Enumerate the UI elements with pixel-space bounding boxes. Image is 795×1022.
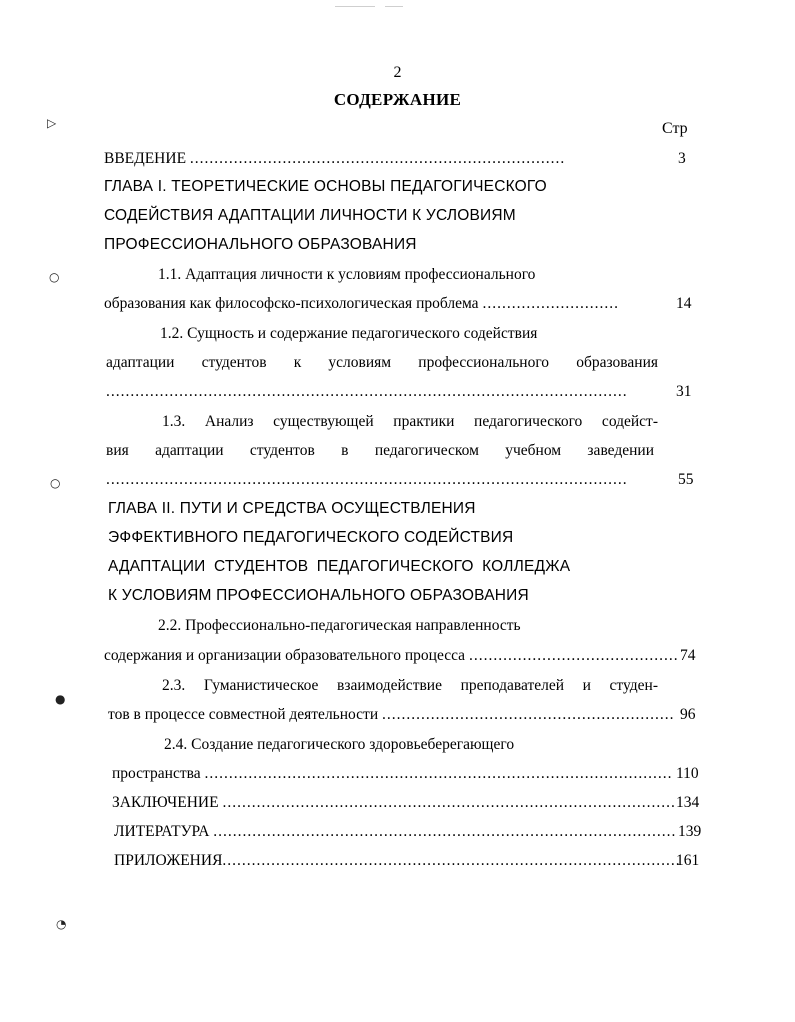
toc-section-line: содержания и организации образовательного процесса xyxy=(104,647,466,664)
toc-section-line: пространства xyxy=(112,765,201,782)
binder-hole-mark: ▷ xyxy=(47,116,57,130)
toc-leader-dots: ................................................................................................ xyxy=(204,765,673,782)
toc-entry-label: ВВЕДЕНИЕ xyxy=(104,150,187,167)
toc-page-number: 161 xyxy=(676,852,700,869)
page-column-header: Стр xyxy=(662,120,688,137)
toc-leader-dots: ............................ xyxy=(482,295,619,312)
toc-page-number: 55 xyxy=(678,471,694,488)
toc-entry-conclusion xyxy=(112,794,676,812)
toc-section-line: 2.2. Профессионально-педагогическая направленность xyxy=(158,617,521,634)
toc-entry-intro xyxy=(104,150,630,168)
toc-leader-dots: ............................................................ xyxy=(382,706,675,723)
binder-hole-mark: ◔ xyxy=(56,917,67,931)
chapter-heading-line: АДАПТАЦИИ СТУДЕНТОВ ПЕДАГОГИЧЕСКОГО КОЛЛЕДЖА xyxy=(108,558,571,575)
toc-leader-dots: ........................................................................................................... xyxy=(106,471,628,488)
chapter-heading-line: ПРОФЕССИОНАЛЬНОГО ОБРАЗОВАНИЯ xyxy=(104,236,417,253)
toc-section-line: 1.2. Сущность и содержание педагогического содействия xyxy=(160,325,538,342)
toc-leader-dots: ............................................................................................... xyxy=(213,823,677,840)
toc-leader-dots: ............................................................................................. xyxy=(222,794,676,811)
toc-leader-dots: ............................................................................. xyxy=(189,150,566,167)
toc-entry-label: ЛИТЕРАТУРА xyxy=(114,823,210,840)
toc-page-number: 31 xyxy=(676,383,692,400)
chapter-heading-line: ГЛАВА I. ТЕОРЕТИЧЕСКИЕ ОСНОВЫ ПЕДАГОГИЧЕСКОГО xyxy=(104,178,547,195)
toc-entry-2-3 xyxy=(108,706,675,724)
toc-page-number: 3 xyxy=(678,150,686,167)
toc-leader-dots: ........................................................................................................... xyxy=(106,383,628,400)
toc-entry-appendix xyxy=(114,852,681,870)
toc-page-number: 110 xyxy=(676,765,699,782)
chapter-heading-line: СОДЕЙСТВИЯ АДАПТАЦИИ ЛИЧНОСТИ К УСЛОВИЯМ xyxy=(104,207,516,224)
binder-hole-mark: ● xyxy=(55,692,66,706)
toc-section-line: 2.4. Создание педагогического здоровьеберегающего xyxy=(164,736,515,753)
toc-section-line: 1.3. Анализ существующей практики педагогического содейст- xyxy=(162,413,658,430)
toc-entry-literature xyxy=(114,823,677,841)
toc-page-number: 14 xyxy=(676,295,692,312)
toc-entry-2-4 xyxy=(112,765,673,783)
toc-entry-1-3 xyxy=(106,471,654,489)
toc-page-number: 134 xyxy=(676,794,700,811)
chapter-heading-line: ГЛАВА II. ПУТИ И СРЕДСТВА ОСУЩЕСТВЛЕНИЯ xyxy=(108,500,476,517)
scan-artifact-line xyxy=(385,6,403,7)
page-title: СОДЕРЖАНИЕ xyxy=(333,90,462,109)
binder-hole-mark: ○ xyxy=(50,476,61,490)
toc-section-line: тов в процессе совместной деятельности xyxy=(108,706,379,723)
page-number: 2 xyxy=(393,64,402,81)
toc-section-line: вия адаптации студентов в педагогическом учебном заведении xyxy=(106,442,654,459)
toc-leader-dots: .............................................................................................. xyxy=(222,852,681,869)
chapter-heading-line: К УСЛОВИЯМ ПРОФЕССИОНАЛЬНОГО ОБРАЗОВАНИЯ xyxy=(108,587,529,604)
toc-section-line: образования как философско-психологическая проблема xyxy=(104,295,479,312)
scan-artifact-line xyxy=(335,6,375,7)
binder-hole-mark: ○ xyxy=(49,270,60,284)
toc-page-number: 139 xyxy=(678,823,702,840)
toc-entry-label: ПРИЛОЖЕНИЯ xyxy=(114,852,223,869)
toc-section-line: адаптации студентов к условиям профессионального образования xyxy=(106,354,658,371)
chapter-heading-line: ЭФФЕКТИВНОГО ПЕДАГОГИЧЕСКОГО СОДЕЙСТВИЯ xyxy=(108,529,514,546)
toc-entry-1-2 xyxy=(106,383,654,401)
toc-page-number: 96 xyxy=(680,706,696,723)
toc-leader-dots: ........................................... xyxy=(468,647,679,664)
toc-page-number: 74 xyxy=(680,647,696,664)
toc-entry-2-2 xyxy=(104,647,679,665)
toc-section-line: 1.1. Адаптация личности к условиям профессионального xyxy=(158,266,536,283)
toc-entry-label: ЗАКЛЮЧЕНИЕ xyxy=(112,794,219,811)
toc-entry-1-1 xyxy=(104,295,619,313)
toc-section-line: 2.3. Гуманистическое взаимодействие преподавателей и студен- xyxy=(162,677,658,694)
